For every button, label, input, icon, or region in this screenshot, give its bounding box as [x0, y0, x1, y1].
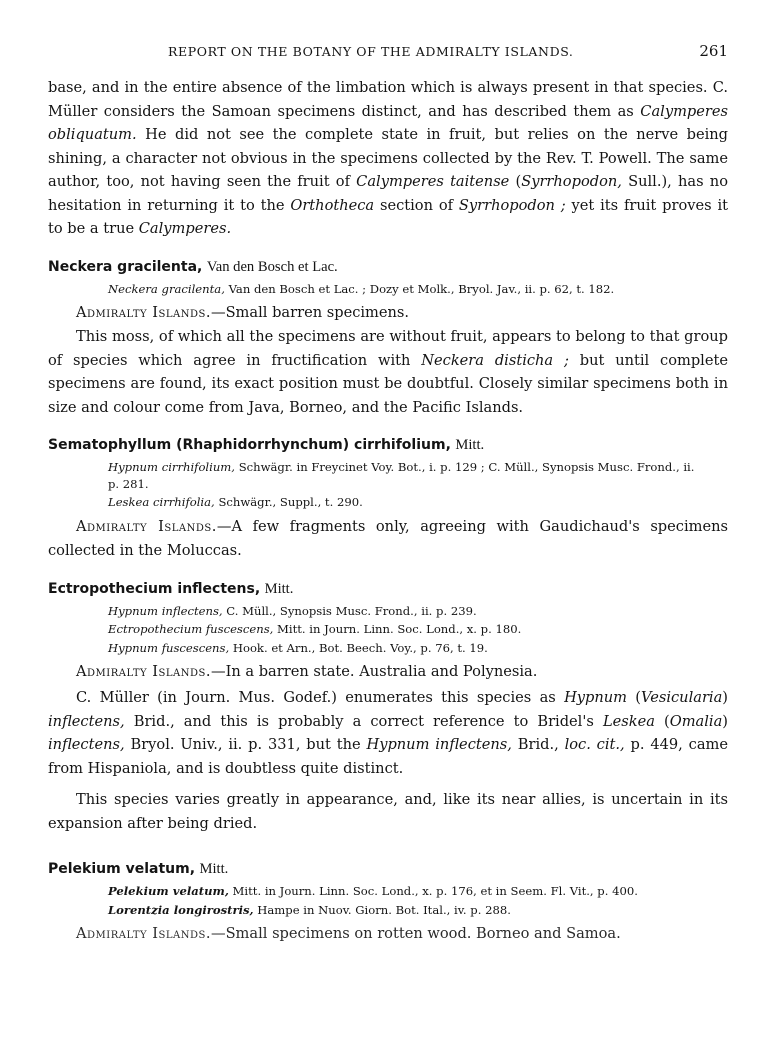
page-number: 261 [699, 42, 728, 60]
species-name: Neckera gracilenta, [48, 258, 203, 275]
species-heading [48, 255, 728, 279]
species-name: Pelekium velatum, [48, 861, 196, 877]
locality-line: Admiralty Islands.—A few fragments only, agreeing with Gaudichaud's specimens collected in the Moluccas. [48, 517, 728, 559]
synonym-line: Neckera gracilenta, Van den Bosch et Lac. ; Dozy et Molk., Bryol. Jav., ii. p. 62, t. 182. [108, 281, 615, 296]
species-author: Mitt. [455, 437, 485, 453]
species-author: Mitt. [199, 861, 229, 877]
synonym-line: Hypnum fuscescens, Hook. et Arn., Bot. Beech. Voy., p. 76, t. 19. [108, 640, 488, 655]
locality-line: Admiralty Islands.—Small barren specimens. [76, 304, 410, 321]
synonym-line: Lorentzia longirostris, Hampe in Nuov. Giorn. Bot. Ital., iv. p. 288. [108, 902, 511, 917]
species-name: Ectropothecium inflectens, [48, 580, 261, 597]
synonym-line: Pelekium velatum, Mitt. in Journ. Linn. Soc. Lond., x. p. 176, et in Seem. Fl. Vit., p. 400. [108, 884, 638, 898]
species-entry [48, 857, 728, 946]
species-notes-continued: This species varies greatly in appearance, and, like its near allies, is uncertain in its expansion after being dried. [48, 791, 728, 832]
species-name: Sematophyllum (Rhaphidorrhynchum) cirrhifolium, [48, 437, 451, 453]
synonym-line: Leskea cirrhifolia, Schwägr., Suppl., t. 290. [108, 495, 363, 509]
synonym-line: Hypnum inflectens, C. Müll., Synopsis Musc. Frond., ii. p. 239. [108, 603, 477, 618]
synonym-line: Hypnum cirrhifolium, Schwägr. in Freycinet Voy. Bot., i. p. 129 ; C. Müll., Synopsis Musc. Frond., ii. p. 281. [108, 460, 695, 491]
header-title: REPORT ON THE BOTANY OF THE ADMIRALTY ISLANDS. [168, 44, 574, 59]
species-author: Van den Bosch et Lac. [206, 258, 338, 275]
species-heading [48, 577, 728, 601]
species-entry [48, 433, 728, 563]
species-entry [48, 577, 728, 836]
species-entry [48, 255, 728, 420]
running-header [48, 42, 728, 66]
species-heading [48, 857, 728, 881]
species-heading [48, 433, 728, 457]
locality-line: Admiralty Islands.—In a barren state. Australia and Polynesia. [76, 663, 538, 680]
intro-paragraph: base, and in the entire absence of the limbation which is always present in that species. C. Müller considers the Samoan specimens distinct, and has described them as Calymperes obliquatum. He did not see the complete state in fruit, but relies on the nerve being shining, a character not obvious in the specimens collected by the Rev. T. Powell. The same author, too, not having seen the fruit of Calymperes taitense (Syrrhopodon, Sull.), has no hesitation in returning it to the Orthotheca section of Syrrhopodon ; yet its fruit proves it to be a true Calymperes. [48, 79, 729, 237]
page-body [48, 76, 728, 946]
synonym-line: Ectropothecium fuscescens, Mitt. in Journ. Linn. Soc. Lond., x. p. 180. [108, 622, 522, 636]
species-author: Mitt. [264, 580, 294, 597]
species-notes: C. Müller (in Journ. Mus. Godef.) enumerates this species as Hypnum (Vesicularia) inflectens, Brid., and this is probably a correct reference to Bridel's Leskea (Omalia) inflectens, Bryol. Univ., ii. p. 331, but the Hypnum inflectens, Brid., loc. cit., p. 449, came from Hispaniola, and is doubtless quite distinct. [48, 689, 728, 777]
locality-line: Admiralty Islands.—Small specimens on rotten wood. Borneo and Samoa. [76, 925, 621, 942]
species-notes: This moss, of which all the specimens are without fruit, appears to belong to that group of species which agree in fructification with Neckera disticha ; but until complete specimens are found, its exact position must be doubtful. Closely similar specimens both in size and colour come from Java, Borneo, and the Pacific Islands. [48, 328, 728, 416]
